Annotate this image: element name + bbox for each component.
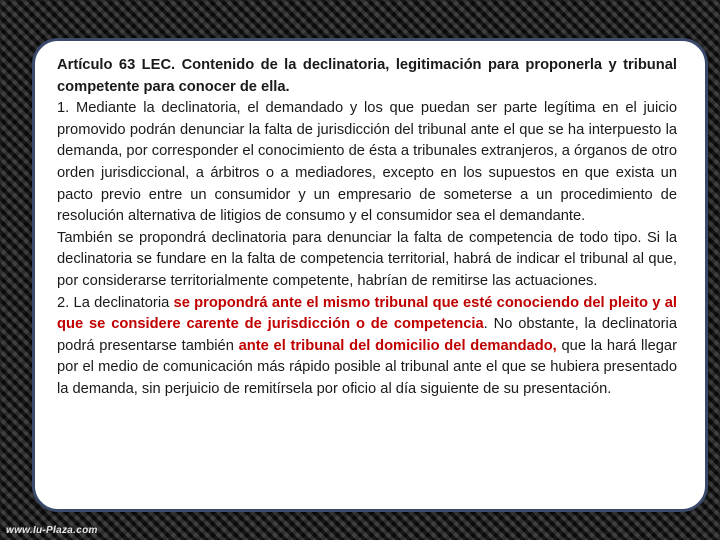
content-card: [32, 38, 708, 512]
paragraph-1: 1. Mediante la declinatoria, el demandado y los que puedan ser parte legítima en el juicio promovido podrán denunciar la falta de jurisdicción del tribunal ante el que se ha interpuesto la demanda, por corresponder el conocimiento de ésta a tribunales extranjeros, a órganos de otro orden jurisdiccional, a árbitros o a mediadores, excepto en los supuestos en que exista un pacto previo entre un consumidor y un empresario de someterse a un procedimiento de resolución alternativa de litigios de consumo y el consumidor sea el demandante.: [57, 100, 677, 225]
p3-highlight-1: se propondrá ante el mismo tribunal que esté conociendo del pleito y al que se considere carente de jurisdicción o de competencia: [57, 294, 677, 333]
article-heading: Artículo 63 LEC. Contenido de la declinatoria, legitimación para proponerla y tribunal competente para conocer de ella.: [57, 57, 677, 95]
paragraph-3: [57, 293, 677, 401]
p3-highlight-2: ante el tribunal del domicilio del demandado,: [238, 337, 557, 354]
paragraph-2: También se propondrá declinatoria para denunciar la falta de competencia de todo tipo. Si la declinatoria se fundare en la falta de competencia territorial, habrá de indicar el tribunal al que, por considerarse territorialmente competente, habrían de remitirse las actuaciones.: [57, 229, 677, 289]
footer-brand: www.Iu-Plaza.com: [6, 525, 98, 536]
article-text: [57, 55, 677, 401]
p3-text-2: . No obstante, la declinatoria podrá presentarse también: [57, 316, 677, 354]
p3-text-1: 2. La declinatoria: [57, 294, 174, 311]
p3-text-3: que la hará llegar por el medio de comunicación más rápido posible al tribunal ante el que se hubiera presentado la demanda, sin perjuicio de remitírsela por oficio al día siguiente de su presentación.: [57, 337, 677, 397]
